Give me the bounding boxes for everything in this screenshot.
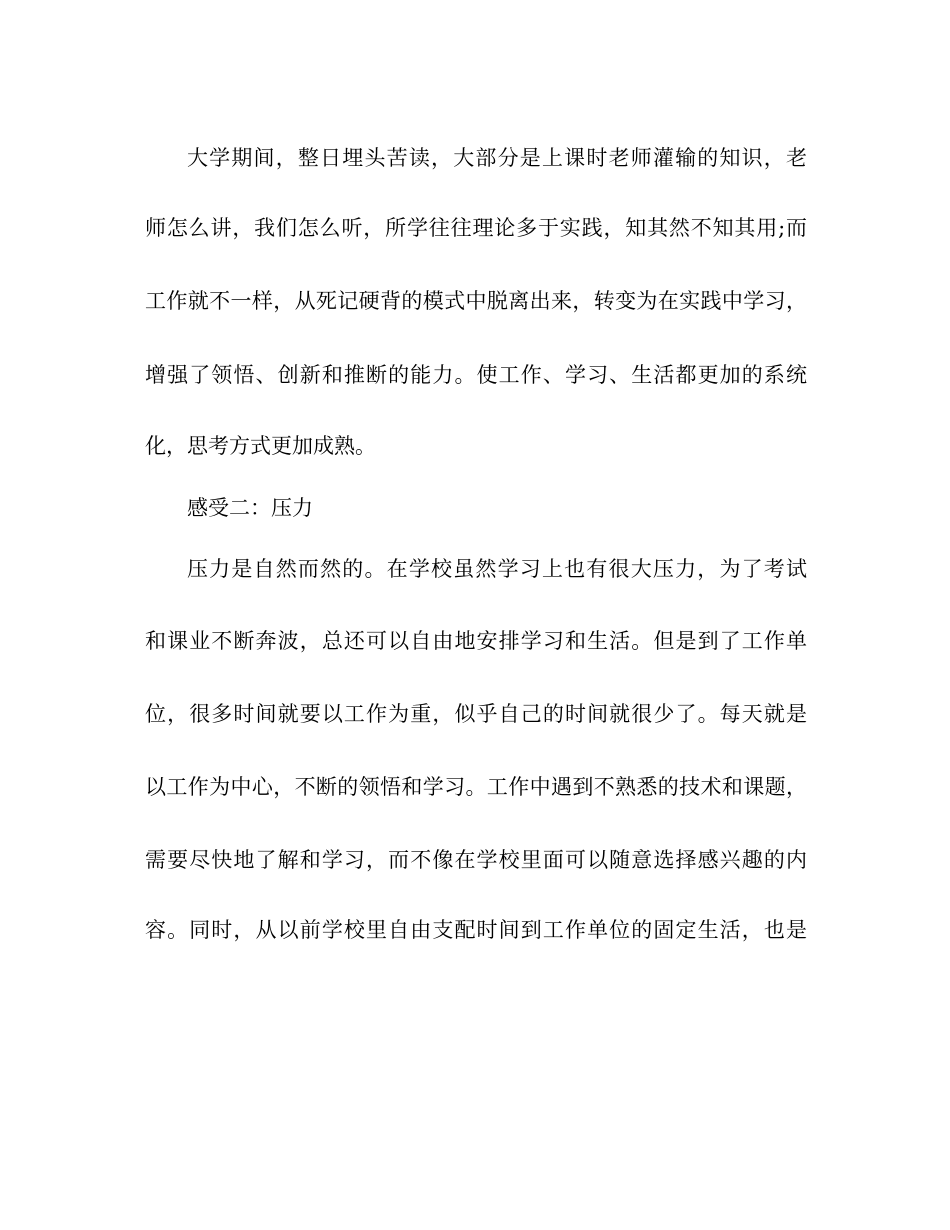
section-heading: 感受二：压力 [187, 496, 313, 520]
paragraph-line: 需要尽快地了解和学习，而不像在学校里面可以随意选择感兴趣的内 [145, 848, 807, 872]
paragraph-line: 和课业不断奔波，总还可以自由地安排学习和生活。但是到了工作单 [145, 629, 807, 653]
paragraph-line: 以工作为中心，不断的领悟和学习。工作中遇到不熟悉的技术和课题， [145, 775, 807, 799]
paragraph-line: 工作就不一样，从死记硬背的模式中脱离出来，转变为在实践中学习， [145, 289, 807, 313]
paragraph-line: 增强了领悟、创新和推断的能力。使工作、学习、生活都更加的系统 [145, 363, 807, 387]
paragraph-line: 位，很多时间就要以工作为重，似乎自己的时间就很少了。每天就是 [145, 702, 807, 726]
paragraph-line: 师怎么讲，我们怎么听，所学往往理论多于实践，知其然不知其用;而 [145, 216, 807, 240]
paragraph-line: 容。同时，从以前学校里自由支配时间到工作单位的固定生活，也是 [145, 918, 807, 942]
paragraph-line: 化，思考方式更加成熟。 [145, 434, 376, 458]
paragraph-line: 大学期间，整日埋头苦读，大部分是上课时老师灌输的知识，老 [187, 146, 807, 170]
paragraph-line: 压力是自然而然的。在学校虽然学习上也有很大压力，为了考试 [187, 557, 807, 581]
